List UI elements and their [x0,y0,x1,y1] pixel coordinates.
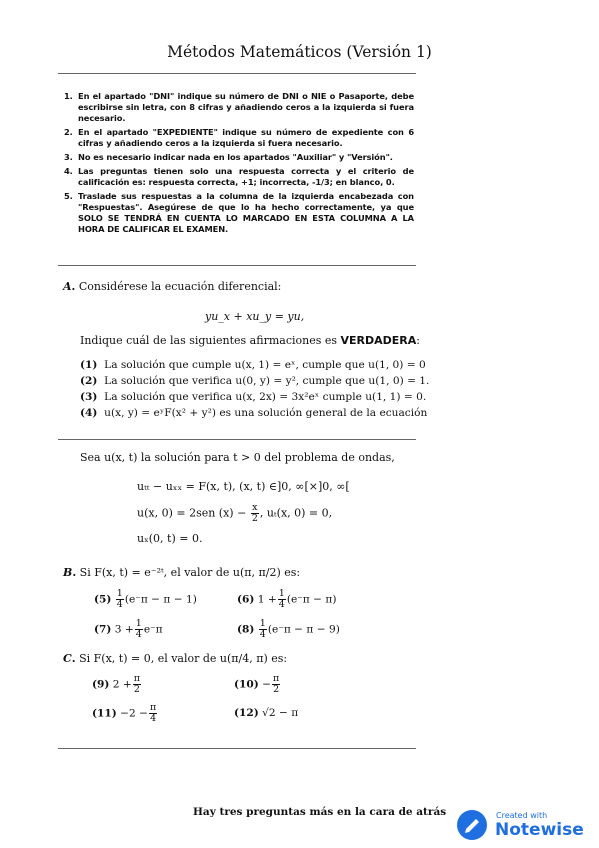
wave-equation-1: uₜₜ − uₓₓ = F(x, t), (x, t) ∈]0, ∞[×]0, ∞[ [137,480,350,493]
option-2: (2) La solución que verifica u(0, y) = y², cumple que u(1, 0) = 1. [80,375,430,387]
fraction: $\frac{x}{2}$ [251,502,258,524]
badge-caption: Created with [496,811,548,820]
option-6: (6) 1 + $\frac{1}{4}$ (e⁻π − π) [237,588,337,610]
divider-top [58,73,416,74]
option-3: (3) La solución que verifica u(x, 2x) = 3x²eˣ cumple u(1, 1) = 0. [80,391,427,403]
question-a-intro: A. Considérese la ecuación diferencial: [63,280,282,293]
notewise-badge [457,808,589,842]
instruction-item: 1. En el apartado "DNI" indique su número de DNI o NIE o Pasaporte, debe escribirse sin letra, con 8 cifras y añadiendo ceros a la izquierda si fuera necesario. [64,91,414,124]
badge-brand: Notewise [495,820,584,840]
option-1: (1) La solución que cumple u(x, 1) = eˣ, cumple que u(1, 0) = 0 [80,359,426,371]
instruction-item: 4. Las preguntas tienen solo una respuesta correcta y el criterio de calificación es: respuesta correcta, +1; incorrecta, -1/3; en blanco, 0. [64,165,414,187]
option-7: (7) 3 + $\frac{1}{4}$ e⁻π [94,618,163,640]
fraction: $\frac{1}{4}$ [116,588,123,610]
fraction: $\frac{\pi}{4}$ [150,702,157,724]
instruction-item: 2. En el apartado "EXPEDIENTE" indique su número de expediente con 6 cifras y añadiendo ceros a la izquierda si fuera necesario. [64,127,414,149]
instruction-item: 5. Traslade sus respuestas a la columna de la izquierda encabezada con "Respuestas". Asegúrese de que lo ha hecho correctamente, ya que SOLO SE TENDRÁ EN CUENTA LO MARCADO EN ESTA COLUMNA A LA HORA DE CALIFICAR EL EXAMEN. [64,190,414,235]
option-5: (5) $\frac{1}{4}$ (e⁻π − π − 1) [94,588,197,610]
option-10: (10) − $\frac{\pi}{2}$ [234,673,280,695]
question-c-prompt: C. Si F(x, t) = 0, el valor de u(π/4, π) es: [63,652,288,665]
fraction: $\frac{1}{4}$ [259,618,266,640]
option-12: (12) √2 − π [234,707,299,719]
fraction: $\frac{\pi}{2}$ [133,673,141,695]
question-a-equation: yu_x + xu_y = yu, [205,310,305,323]
fraction: $\frac{\pi}{2}$ [273,673,280,695]
option-9: (9) 2 + $\frac{\pi}{2}$ [92,673,141,695]
fraction: $\frac{1}{4}$ [278,588,285,610]
wave-equation-2: u(x, 0) = 2sen (x) − $\frac{x}{2}$ , uₜ(x, 0) = 0, [137,502,333,524]
question-a-prompt: Indique cuál de las siguientes afirmaciones es VERDADERA: [80,334,421,347]
option-4: (4) u(x, y) = eʸF(x² + y²) es una solución general de la ecuación [80,407,428,419]
fraction: $\frac{1}{4}$ [135,618,142,640]
option-8: (8) $\frac{1}{4}$ (e⁻π − π − 9) [237,618,340,640]
instructions-list [64,91,414,238]
instruction-item: 3. No es necesario indicar nada en los apartados "Auxiliar" y "Versión". [64,152,393,163]
notewise-logo-icon [457,810,487,840]
divider-instructions [58,265,416,266]
wave-equation-3: uₓ(0, t) = 0. [137,532,203,545]
wave-intro: Sea u(x, t) la solución para t > 0 del problema de ondas, [80,451,395,464]
question-b-prompt: B. Si F(x, t) = e⁻²ᵗ, el valor de u(π, π/2) es: [63,566,301,579]
divider-bottom [58,748,416,749]
option-11: (11) −2 − $\frac{\pi}{4}$ [92,702,157,724]
footer-note: Hay tres preguntas más en la cara de atrás [193,806,447,818]
page-title: Métodos Matemáticos (Versión 1) [167,43,432,61]
divider-question-a [58,439,416,440]
